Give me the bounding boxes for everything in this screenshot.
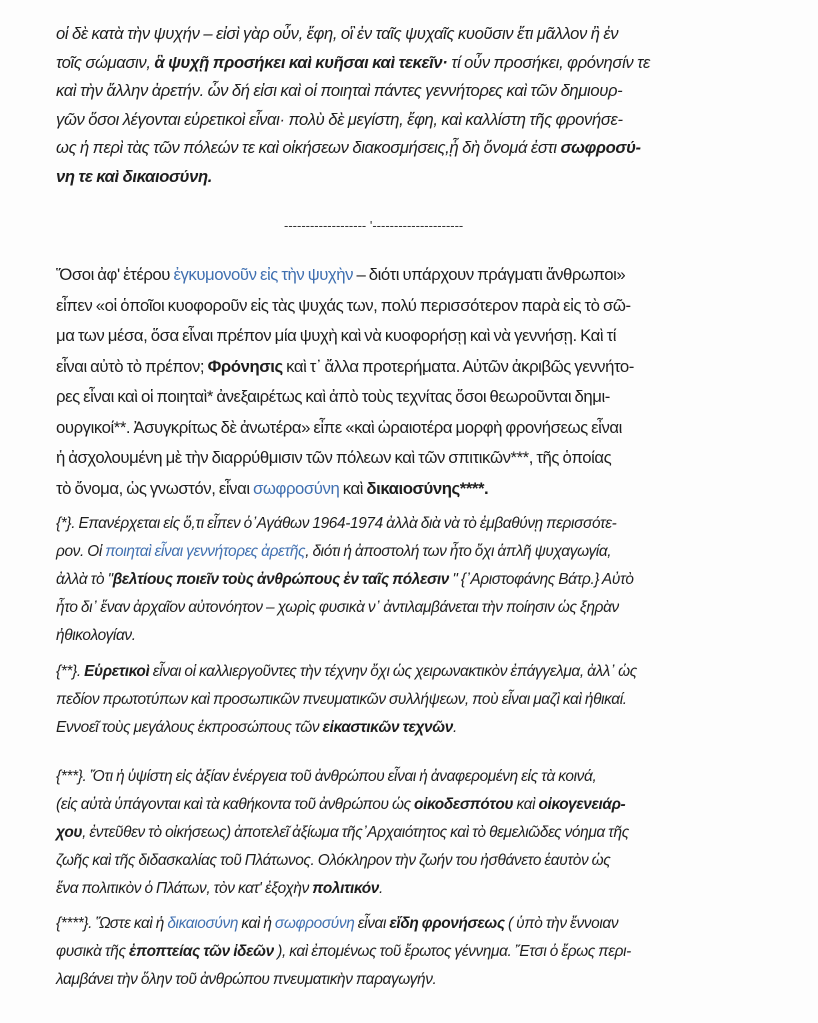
- text-segment: .: [452, 719, 457, 736]
- text-line: [56, 77, 776, 106]
- text-segment: (εἰς αὐτὰ ὑπάγονται καὶ τὰ καθήκοντα τοῦ ἀνθρώπου ὡς: [56, 796, 415, 813]
- text-segment: ( ὑπὸ τὴν ἔννοιαν: [504, 915, 619, 932]
- highlighted-term: σωφροσύνη: [274, 915, 355, 932]
- text-line: [56, 622, 776, 650]
- text-segment: .: [378, 880, 383, 897]
- text-segment: , ἐντεῦθεν τὸ οἰκήσεως) ἀποτελεῖ ἀξίωμα τῆς᾽Αρχαιότητος καὶ τὸ θεμελιῶδες νόημα τῆς: [82, 824, 629, 841]
- text-segment: ζωῆς καὶ τῆς διδασκαλίας τοῦ Πλάτωνος. Ολόκληρον τὴν ζωήν του ἠσθάνετο ἑαυτὸν ὡς: [56, 852, 611, 869]
- text-segment: ἦτο δι᾽ ἕναν ἀρχαῖον αὐτονόητον – χωρὶς φυσικὰ ν᾽ ἀντιλαμβάνεται τὴν ποίησιν ὡς ξηρὰν: [56, 599, 619, 616]
- text-segment: εἶναι: [354, 915, 390, 932]
- highlighted-term: σωφροσύνη: [253, 478, 340, 498]
- text-segment: ), καὶ ἐπομένως τοῦ ἔρωτος γέννημα. Ἔτσι ὁ ἔρως περι-: [273, 943, 631, 960]
- text-segment: ρες εἶναι καὶ οἱ ποιηταὶ* ἀνεξαιρέτως καὶ ἀπὸ τοὺς τεχνίτας ὅσοι θεωροῦνται δημι-: [56, 387, 610, 406]
- text-segment: τοῖς σώμασιν,: [56, 52, 155, 72]
- text-line: [56, 443, 765, 474]
- emphasis-text: οἰκοδεσπότου: [414, 796, 514, 813]
- text-segment: Ὅσοι ἀφ' ἑτέρου: [56, 265, 174, 284]
- text-line: [56, 714, 776, 742]
- text-segment: ουργικοί**. Ἀσυγκρίτως δὲ ἀνωτέρα» εἶπε «καὶ ὡραιοτέρα μορφὴ φρονήσεως εἶναι: [56, 417, 622, 437]
- text-segment: Εννοεῖ τοὺς μεγάλους ἐκπροσώπους τῶν: [56, 719, 323, 736]
- text-segment: {**}.: [56, 663, 85, 680]
- text-segment: " {᾽Αριστοφάνης Βάτρ.} Αὐτὸ: [449, 571, 634, 588]
- text-line: [56, 566, 776, 594]
- footnote-1: [56, 510, 776, 650]
- emphasis-text: βελτίους ποιεῖν τοὺς ἀνθρώπους ἐν ταῖς πόλεσιν: [112, 571, 449, 588]
- footnote-2: [56, 658, 776, 742]
- emphasis-text: εἴδη φρονήσεως: [389, 915, 505, 932]
- text-segment: τὸ ὄνομα, ὡς γνωστόν, εἶναι: [56, 478, 254, 498]
- text-segment: – διότι υπάρχουν πράγματι ἄνθρωποι»: [353, 265, 626, 284]
- emphasis-text: ἐποπτείας τῶν ἰδεῶν: [128, 943, 274, 960]
- text-line: [56, 352, 765, 383]
- text-line: [56, 875, 776, 903]
- text-line: [56, 474, 765, 505]
- emphasis-text: οἰκογενειάρ-: [538, 796, 626, 813]
- text-line: [56, 538, 776, 566]
- text-line: [56, 291, 765, 322]
- text-line: [56, 20, 776, 49]
- commentary-paragraph: [56, 260, 765, 504]
- footnote-4: [56, 910, 776, 994]
- text-segment: {***}. Ὅτι ἡ ὑψίστη εἰς ἀξίαν ἐνέργεια τοῦ ἀνθρώπου εἶναι ἡ ἀναφερομένη εἰς τὰ κοινά,: [56, 768, 597, 785]
- text-segment: καὶ τ᾽ ἄλλα προτερήματα. Αὐτῶν ἀκριβῶς γεννήτο-: [282, 356, 634, 376]
- emphasis-text: εἰκαστικῶν τεχνῶν: [322, 719, 453, 736]
- highlighted-term: ποιηταὶ εἶναι γεννήτορες ἀρετῆς: [105, 543, 306, 560]
- text-line: [56, 382, 765, 413]
- text-line: [56, 510, 776, 538]
- highlighted-term: δικαιοσύνη: [167, 915, 239, 932]
- text-line: [56, 966, 776, 994]
- text-line: [56, 763, 776, 791]
- text-line: [56, 413, 765, 444]
- text-segment: , διότι ἡ ἀποστολή των ἦτο ὄχι ἁπλῆ ψυχαγωγία,: [305, 543, 612, 560]
- text-line: [56, 321, 765, 352]
- text-segment: εἶναι αὐτὸ τὸ πρέπον;: [56, 356, 208, 376]
- text-segment: μα των μέσα, ὅσα εἶναι πρέπον μία ψυχὴ καὶ νὰ κυοφορήσῃ καὶ νὰ γεννήσῃ. Καὶ τί: [56, 326, 617, 345]
- footnote-3: [56, 763, 776, 903]
- text-line: [56, 791, 776, 819]
- text-segment: ἠθικολογίαν.: [56, 627, 136, 644]
- text-segment: εἶναι οἱ καλλιεργοῦντες τὴν τέχνην ὄχι ὡς χειρωνακτικὸν ἐπάγγελμα, ἀλλ᾽ ὡς: [149, 663, 637, 680]
- text-segment: εἶπεν «οἱ ὁποῖοι κυοφοροῦν εἰς τὰς ψυχάς των, πολύ περισσότερον παρὰ εἰς τὸ σῶ-: [56, 295, 631, 315]
- section-separator: ------------------- '---------------------: [284, 218, 464, 233]
- text-line: [56, 594, 776, 622]
- emphasis-text: δικαιοσύνης****.: [366, 478, 489, 498]
- text-line: [56, 910, 776, 938]
- text-segment: καὶ: [339, 478, 367, 498]
- emphasis-text: χου: [56, 824, 83, 841]
- text-segment: οἱ δὲ κατὰ τὴν ψυχήν – εἰσὶ γὰρ οὖν, ἔφη, οἳ ἐν ταῖς ψυχαῖς κυοῦσιν ἔτι μᾶλλον ἢ ἐν: [56, 24, 619, 43]
- text-line: [56, 847, 776, 875]
- text-line: [56, 819, 776, 847]
- text-segment: ἀλλὰ τὸ ": [56, 571, 113, 588]
- text-segment: ως ἡ περὶ τὰς τῶν πόλεών τε καὶ οἰκήσεων διακοσμήσεις,ᾗ δὴ ὄνομά ἐστι: [56, 138, 561, 157]
- text-segment: ἡ ἀσχολουμένη μὲ τὴν διαρρύθμισιν τῶν πόλεων καὶ τῶν σπιτικῶν***, τῆς ὁποίας: [56, 448, 612, 467]
- highlighted-term: ἐγκυμονοῦν εἰς τὴν ψυχὴν: [173, 265, 354, 284]
- text-segment: ρον. Οἱ: [56, 543, 106, 560]
- emphasis-text: Φρόνησις: [207, 356, 283, 376]
- text-line: [56, 163, 776, 192]
- emphasis-text: νη τε καὶ δικαιοσύνη.: [56, 166, 213, 186]
- text-segment: τί οὖν προσήκει, φρόνησίν τε: [447, 52, 650, 72]
- text-line: [56, 49, 776, 78]
- text-segment: ἕνα πολιτικὸν ὁ Πλάτων, τὸν κατ' ἐξοχὴν: [56, 880, 313, 897]
- text-segment: καὶ τὴν ἄλλην ἀρετήν. ὧν δή εἰσι καὶ οἱ ποιηταὶ πάντες γεννήτορες καὶ τῶν δημιουρ-: [56, 81, 623, 100]
- text-segment: {****}. Ὥστε καὶ ἡ: [56, 915, 168, 932]
- text-line: [56, 260, 765, 291]
- text-line: [56, 106, 776, 135]
- text-line: [56, 658, 776, 686]
- emphasis-text: Εὑρετικοὶ: [84, 663, 150, 680]
- text-line: [56, 134, 776, 163]
- text-segment: καὶ: [513, 796, 539, 813]
- text-segment: φυσικὰ τῆς: [56, 943, 129, 960]
- text-segment: λαμβάνει τὴν ὅλην τοῦ ἀνθρώπου πνευματικὴν παραγωγήν.: [56, 971, 437, 988]
- emphasis-text: σωφροσύ-: [560, 138, 641, 157]
- emphasis-text: πολιτικόν: [312, 880, 379, 897]
- ancient-greek-quote-paragraph: [56, 20, 776, 191]
- text-line: [56, 938, 776, 966]
- text-segment: γῶν ὅσοι λέγονται εὑρετικοὶ εἶναι· πολὺ δὲ μεγίστη, ἔφη, καὶ καλλίστη τῆς φρονήσε-: [56, 109, 623, 129]
- text-line: [56, 686, 776, 714]
- emphasis-text: ἃ ψυχῇ προσήκει καὶ κυῆσαι καὶ τεκεῖν·: [154, 52, 448, 72]
- text-segment: πεδίον πρωτοτύπων καὶ προσωπικῶν πνευματικῶν συλλήψεων, ποὺ εἶναι μαζὶ καὶ ἠθικαί.: [56, 691, 627, 708]
- text-segment: καὶ ἡ: [238, 915, 275, 932]
- text-segment: {*}. Επανέρχεται εἰς ὅ,τι εἶπεν ὁ᾽Αγάθων 1964-1974 ἀλλὰ διὰ νὰ τὸ ἐμβαθύνῃ περισσότε-: [56, 515, 617, 532]
